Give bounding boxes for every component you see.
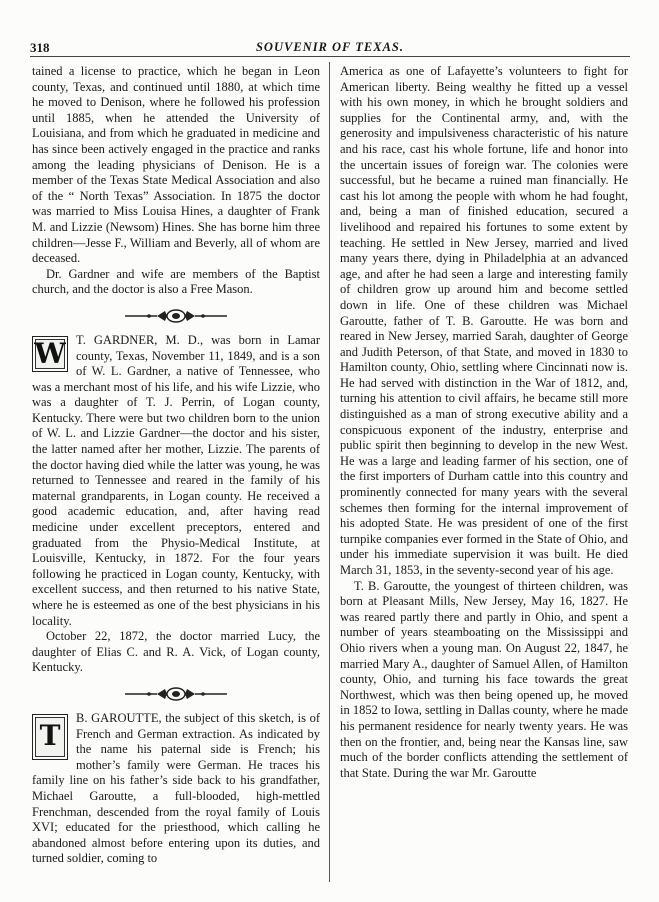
drop-cap (32, 714, 68, 760)
drop-cap (32, 336, 68, 372)
section-ornament (32, 685, 320, 703)
header-rule (30, 56, 630, 57)
paragraph: America as one of Lafayette’s volunteers to fight for American liberty. Being wealthy he fitted up a vessel with his own money, in which he brought soldiers and supplies for the Continental army, and, with the generosity and impulsiveness characteristic of his nature and his race, cast his whole fortune, life and honor into the uncertain issues of foreign war. The colonies were successful, but he became a ruined man financially. He cast his lot among the people with whom he had fought, and, being a man of finished education, secured a livelihood and repaired his fortunes to some extent by teaching. He settled in New Jersey, married and lived many years there, dying in Philadelphia at an advanced age, and after he had seen a large and interesting family of children grow up around him and become settled down in life. One of these children was Michael Garoutte, father of T. B. Garoutte. He was born and reared in New Jersey, married Sarah, daughter of George and Judith Peterson, of that State, and moved in 1830 to Hamilton county, Ohio, settling where Cincinnati now is. He had served with distinction in the War of 1812, and, turning his attention to civil affairs, he became still more distinguished as a man of strong executive ability and a conspicuous exponent of the industry, enterprise and public spirit then beginning to develop in the new West. He was a large and leading farmer of his section, one of the first importers of Durham cattle into this country and prominently connected for many years with the several schemes then forming for the internal improvement of his adopted State. He was president of one of the first turnpike companies ever formed in the State of Ohio, and under his immediate supervision it was built. He died March 31, 1853, in the seventy-second year of his age. (340, 64, 628, 577)
section-ornament (32, 307, 320, 325)
column-divider (329, 62, 330, 882)
garoutte-biography (32, 711, 320, 867)
left-column (32, 64, 320, 867)
paragraph: tained a license to practice, which he began in Leon county, Texas, and continued until 1880, at which time he moved to Denison, where he followed his profession until 1885, when he attended the University of Louisiana, and from which he graduated in medicine and has since been actively engaged in the practice and ranks among the leading physicians of Denison. He is a member of the Texas State Medical Association and also of the “ North Texas” Association. In 1875 the doctor was married to Miss Louisa Hines, a daughter of Frank M. and Lizzie (Newsom) Hines. She has borne him three children—Jesse F., William and Beverly, all of whom are deceased. (32, 64, 320, 266)
right-column (340, 64, 628, 781)
paragraph: Dr. Gardner and wife are members of the Baptist church, and the doctor is also a Free Mason. (32, 266, 320, 297)
page-header (30, 40, 630, 56)
paragraph: October 22, 1872, the doctor married Lucy, the daughter of Elias C. and R. A. Vick, of Logan county, Kentucky. (32, 629, 320, 675)
drop-cap-letter: W (34, 336, 66, 370)
running-title: SOUVENIR OF TEXAS. (255, 40, 405, 54)
paragraph: T. B. Garoutte, the youngest of thirteen children, was born at Pleasant Mills, New Jersey, May 16, 1827. He was reared partly there and partly in Ohio, and spent a number of years steamboating on the Mississippi and Ohio rivers when a young man. On August 22, 1847, he married Mary A., daughter of Samuel Allen, of Hamilton county, Ohio, and turning his face towards the great Northwest, which was then being opened up, he moved in 1852 to Iowa, settling in Dallas county, where he made his permanent residence for nearly twenty years. He was then on the frontier, and, being near the Kansas line, saw much of the border conflicts attending the settlement of that State. During the war Mr. Garoutte (340, 578, 629, 780)
paragraph: T. GARDNER, M. D., was born in Lamar county, Texas, November 11, 1849, and is a son of W. L. Gardner, a native of Tennessee, who was a merchant most of his life, and his wife Lizzie, who was a daughter of T. J. Perrin, of Logan county, Kentucky. There were but two children born to the union of W. L. and Lizzie Gardner—the doctor and his sister, the latter named after her mother, Lizzie. The parents of the doctor having died while the latter was young, he was returned to Tennessee and reared in the family of his maternal grandparents, in Logan county. He received a good academic education, and, after having read medicine under excellent preceptors, entered and graduated from the Physio-Medical Institute, at Louisville, Kentucky, in 1872. For the four years following he practiced in Logan county, Kentucky, with excellent success, and then returned to his native State, where he is esteemed as one of the best physicians in his locality. (32, 332, 320, 628)
page-number: 318 (30, 40, 50, 55)
gardner-biography (32, 333, 320, 629)
paragraph: B. GAROUTTE, the subject of this sketch, is of French and German extraction. As indicated by the name his paternal side is French; his mother’s family were German. He traces his family line on his father’s side back to his grandfather, Michael Garoutte, a full-blooded, high-mettled Frenchman, descended from the royal family of Louis XVI; educated for the priesthood, which calling he abandoned almost before entering upon its duties, and turned soldier, coming to (32, 710, 320, 866)
drop-cap-letter: T (39, 718, 61, 752)
